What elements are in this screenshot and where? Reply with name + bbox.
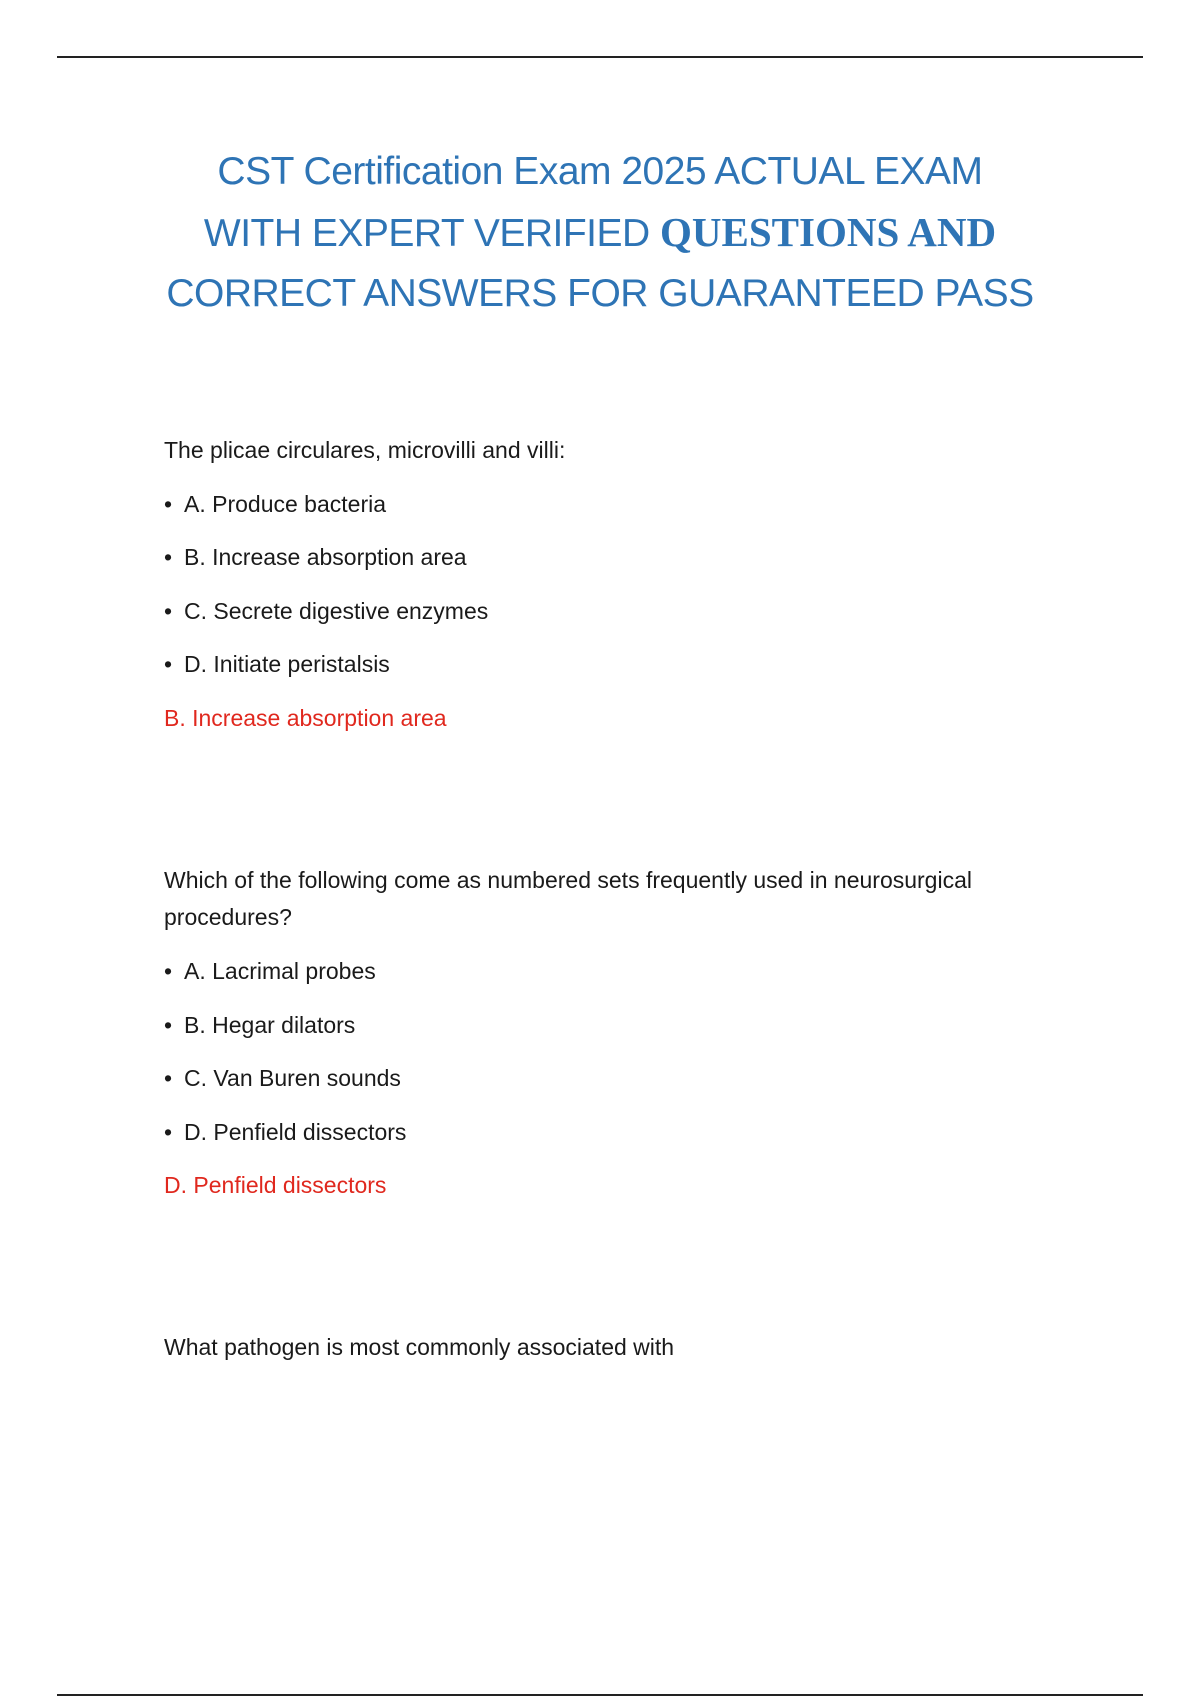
question-stem: The plicae circulares, microvilli and villi: [164,437,566,463]
bullet-icon: • [164,651,173,677]
correct-answer: D. Penfield dissectors [164,1172,387,1198]
option-b: • B. Hegar dilators [164,1007,355,1044]
option-d: • D. Initiate peristalsis [164,646,390,683]
question-2 [164,862,1064,1198]
title-line-3: CORRECT ANSWERS FOR GUARANTEED PASS [166,272,1034,315]
bullet-icon: • [164,1012,173,1038]
document-title [100,142,1100,324]
option-c: • C. Van Buren sounds [164,1060,401,1097]
bullet-icon: • [164,491,173,517]
bullet-icon: • [164,1119,173,1145]
bottom-rule [57,1694,1143,1696]
option-c: • C. Secrete digestive enzymes [164,593,488,630]
question-stem: What pathogen is most commonly associated with [164,1334,675,1360]
title-line-2 [100,202,1100,264]
title-line-2-part-b: QUESTIONS AND [660,209,997,255]
question-stem: Which of the following come as numbered sets frequently used in neurosurgical procedures? [164,867,972,930]
title-line-2-part-a: WITH EXPERT VERIFIED [203,212,661,255]
question-1 [164,432,1064,731]
option-a: • A. Produce bacteria [164,486,386,523]
title-line-1: CST Certification Exam 2025 ACTUAL EXAM [217,150,983,193]
bullet-icon: • [164,1065,173,1091]
question-3 [164,1329,1064,1366]
bullet-icon: • [164,958,173,984]
bullet-icon: • [164,544,173,570]
top-rule [57,56,1143,58]
option-a: • A. Lacrimal probes [164,953,376,990]
correct-answer: B. Increase absorption area [164,705,447,731]
option-d: • D. Penfield dissectors [164,1114,406,1151]
bullet-icon: • [164,598,173,624]
option-b: • B. Increase absorption area [164,539,467,576]
